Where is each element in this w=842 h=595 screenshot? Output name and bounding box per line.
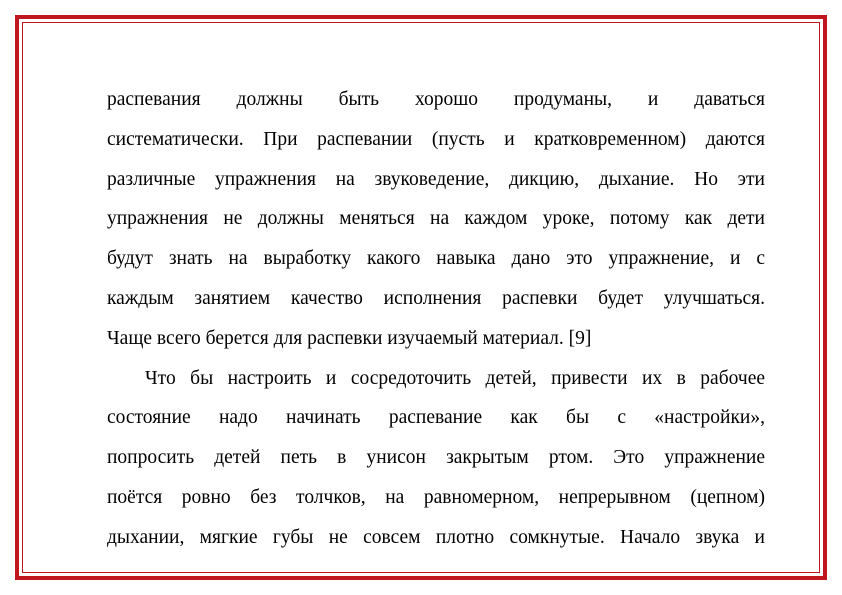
text-line-12: дыхании, мягкие губы не совсем плотно сомкнутые. Начало звука и	[107, 526, 765, 548]
text-line-1: распевания должны быть хорошо продуманы, и даваться	[107, 89, 765, 110]
text-line-5: будут знать на выработку какого навыка дано это упражнение, и с	[107, 248, 765, 270]
text-line-9: состояние надо начинать распевание как бы с «настройки»,	[107, 407, 765, 429]
document-text	[107, 86, 765, 564]
text-line-3: различные упражнения на звуковедение, дикцию, дыхание. Но эти	[107, 168, 765, 190]
text-line-11: поётся ровно без толчков, на равномерном, непрерывном (цепном)	[107, 486, 765, 508]
text-line-7: Чаще всего берется для распевки изучаемый материал. [9]	[107, 327, 592, 349]
text-line-8: Что бы настроить и сосредоточить детей, привести их в рабочее	[145, 367, 765, 389]
text-line-6: каждым занятием качество исполнения распевки будет улучшаться.	[107, 287, 765, 309]
text-line-2: систематически. При распевании (пусть и кратковременном) даются	[107, 128, 765, 150]
text-line-10: попросить детей петь в унисон закрытым ртом. Это упражнение	[107, 447, 765, 469]
text-line-4: упражнения не должны меняться на каждом уроке, потому как дети	[107, 208, 765, 230]
